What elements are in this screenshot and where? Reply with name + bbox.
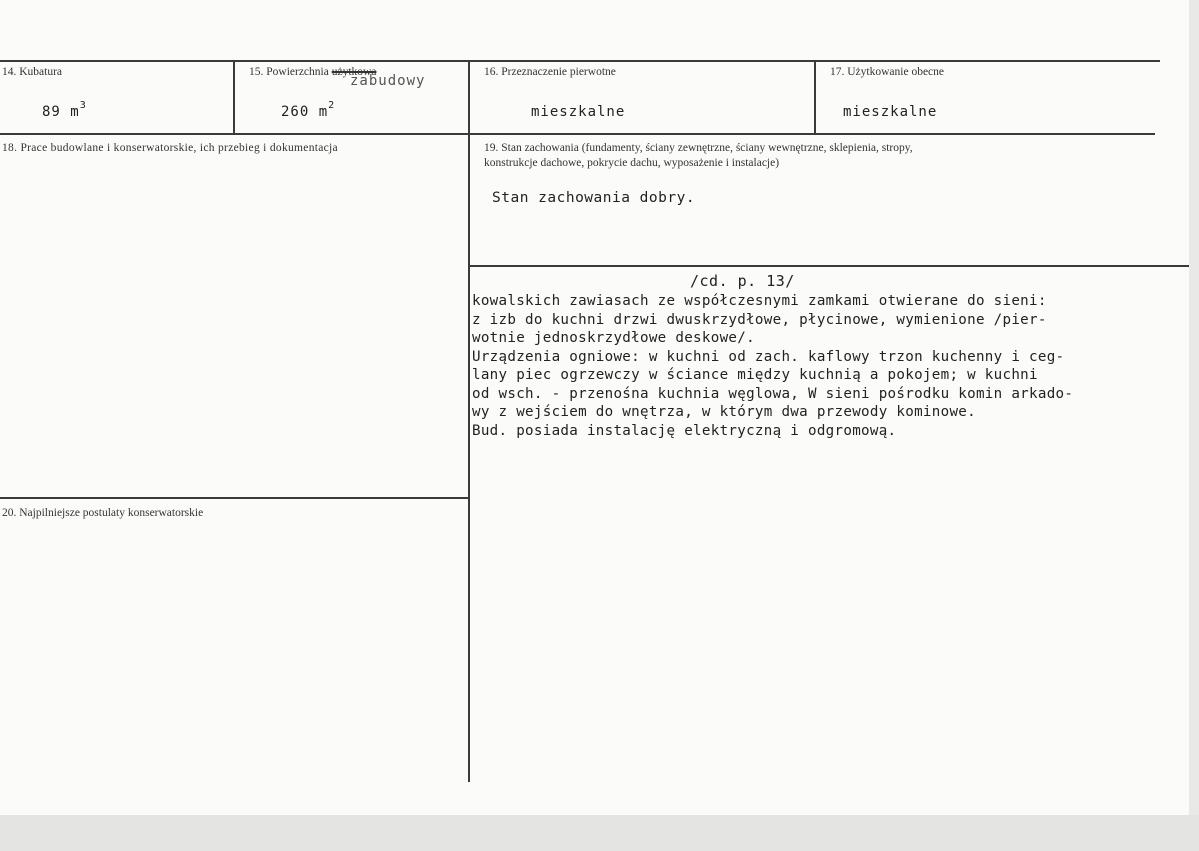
struck-word: użytkowa — [331, 66, 377, 78]
continuation-heading: /cd. p. 13/ — [690, 272, 795, 290]
label-prace-budowlane: 18. Prace budowlane i konserwatorskie, ich przebieg i dokumentacja — [2, 142, 338, 154]
label-stan-zachowania-2: konstrukcje dachowe, pokrycie dachu, wyposażenie i instalacje) — [484, 157, 780, 169]
label-uzytkowanie: 17. Użytkowanie obecne — [830, 66, 945, 78]
label-stan-zachowania-1: 19. Stan zachowania (fundamenty, ściany zewnętrzne, ściany wewnętrzne, sklepienia, stropy, — [484, 142, 913, 154]
overtyped-word: zabudowy — [350, 73, 426, 89]
text-line: lany piec ogrzewczy w ściance między kuchnią a pokojem; w kuchni — [472, 367, 1038, 383]
value-przeznaczenie: mieszkalne — [531, 104, 626, 120]
text-line: Bud. posiada instalację elektryczną i odgromową. — [472, 422, 897, 439]
value-stan-zachowania: Stan zachowania dobry. — [492, 190, 696, 206]
text-line: wotnie jednoskrzydłowe deskowe/. — [472, 330, 755, 346]
rule-row1 — [0, 133, 1155, 135]
label-przeznaczenie: 16. Przeznaczenie pierwotne — [484, 66, 616, 78]
scan-margin — [0, 815, 1199, 851]
rule-continuation — [470, 265, 1189, 267]
rule-left-20 — [0, 497, 470, 499]
divider-16-17 — [814, 62, 816, 133]
text-line: Urządzenia ogniowe: w kuchni od zach. kaflowy trzon kuchenny i ceg- — [472, 348, 1065, 365]
card-edge — [1189, 0, 1199, 815]
value-uzytkowanie: mieszkalne — [843, 104, 938, 120]
text-line: z izb do kuchni drzwi dwuskrzydłowe, płycinowe, wymienione /pier- — [472, 311, 1047, 328]
label-postulaty: 20. Najpilniejsze postulaty konserwatorskie — [2, 507, 204, 519]
label-kubatura: 14. Kubatura — [2, 66, 63, 78]
continuation-text — [472, 292, 1073, 440]
rule-top — [0, 60, 1160, 62]
divider-14-15 — [233, 62, 235, 133]
value-powierzchnia: 260 $m^2$ — [281, 100, 336, 120]
label-powierzchnia: 15. Powierzchnia użytkowa — [249, 66, 377, 78]
text-line: od wsch. - przenośna kuchnia węglowa, W sieni pośrodku komin arkado- — [472, 385, 1074, 402]
divider-main — [468, 62, 470, 782]
value-kubatura: 89 $m^3$ — [42, 100, 87, 120]
text-line: wy z wejściem do wnętrza, w którym dwa przewody kominowe. — [472, 404, 976, 420]
text-line: kowalskich zawiasach ze współczesnymi zamkami otwierane do sieni: — [472, 293, 1047, 309]
